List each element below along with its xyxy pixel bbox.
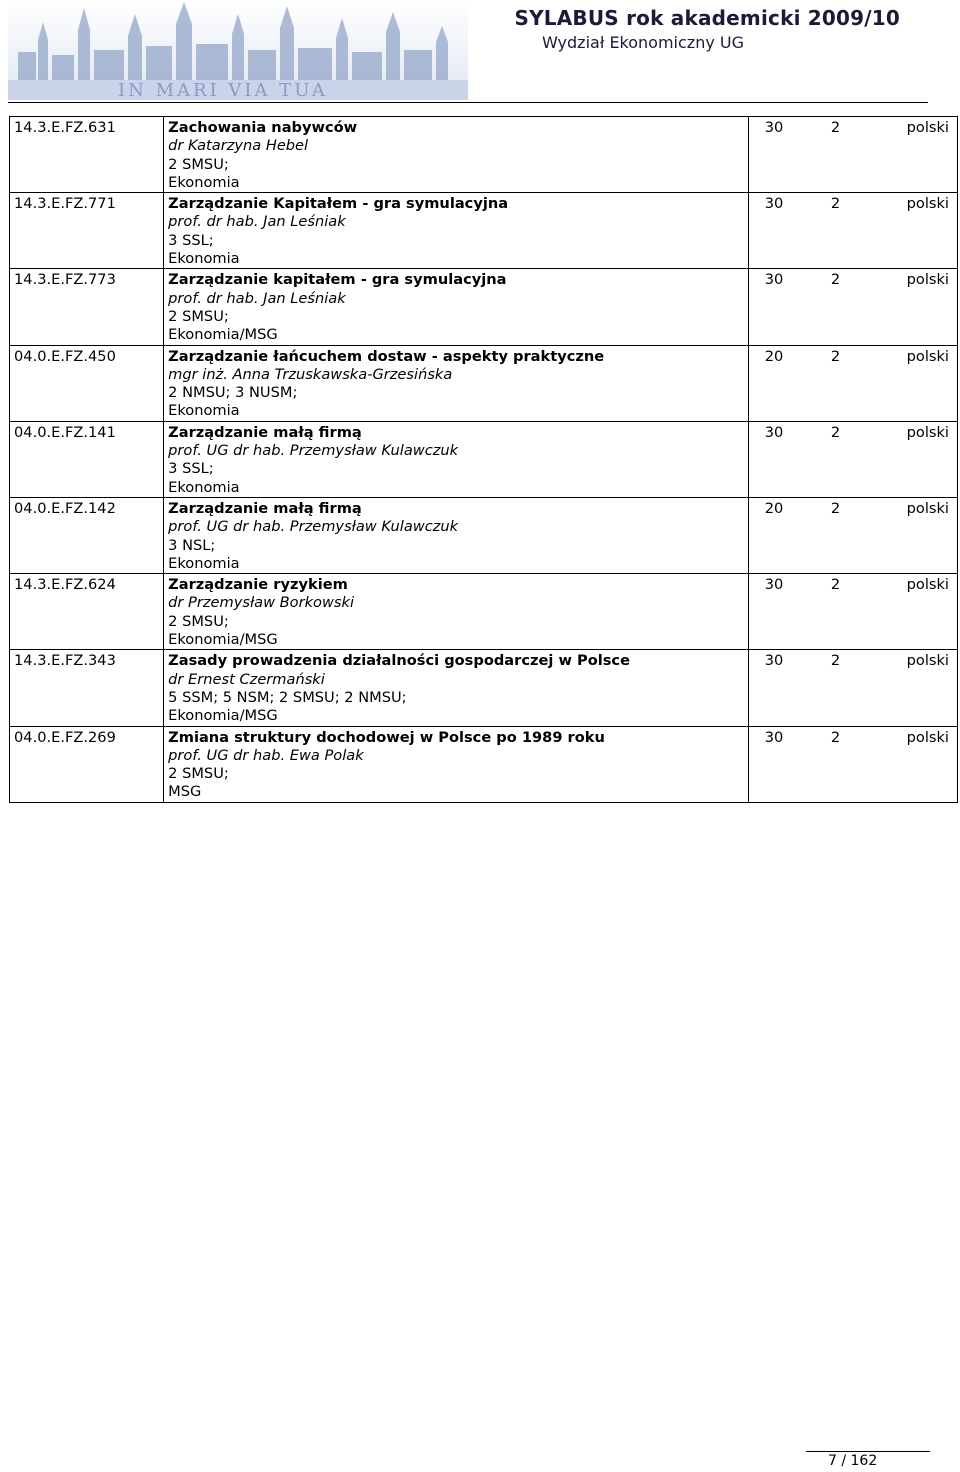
course-ects: 2 <box>830 728 841 746</box>
course-study-mode: 3 SSL; <box>168 460 214 478</box>
course-row <box>10 345 958 421</box>
course-field: Ekonomia <box>168 478 240 496</box>
course-lecturer: mgr inż. Anna Trzuskawska-Grzesińska <box>168 365 453 383</box>
course-hours: 30 <box>764 576 784 594</box>
course-study-mode: 2 SMSU; <box>168 612 229 630</box>
course-study-mode: 2 SMSU; <box>168 155 229 173</box>
course-ects: 2 <box>830 347 841 365</box>
document-title: SYLABUS rok akademicki 2009/10 <box>514 6 900 30</box>
course-details <box>164 269 749 345</box>
course-row <box>10 650 958 726</box>
course-field: Ekonomia/MSG <box>168 326 278 344</box>
course-details <box>164 117 749 193</box>
course-language: polski <box>906 195 949 213</box>
course-meta <box>748 650 957 726</box>
course-hours: 30 <box>764 271 784 289</box>
course-details <box>164 345 749 421</box>
course-lecturer: dr Przemysław Borkowski <box>168 594 355 612</box>
course-code: 04.0.E.FZ.269 <box>10 726 164 802</box>
course-hours: 30 <box>764 195 784 213</box>
course-row <box>10 497 958 573</box>
course-field: MSG <box>168 783 202 801</box>
course-language: polski <box>906 423 949 441</box>
city-skyline-banner <box>8 0 468 100</box>
course-hours: 20 <box>764 499 784 517</box>
course-language: polski <box>906 576 949 594</box>
course-hours: 20 <box>764 347 784 365</box>
course-row <box>10 421 958 497</box>
course-ects: 2 <box>830 195 841 213</box>
course-ects: 2 <box>830 576 841 594</box>
course-title: Zarządzanie małą firmą <box>168 499 362 517</box>
course-code: 14.3.E.FZ.343 <box>10 650 164 726</box>
course-language: polski <box>906 119 949 136</box>
course-meta <box>748 421 957 497</box>
course-field: Ekonomia <box>168 402 240 420</box>
course-details <box>164 574 749 650</box>
course-row <box>10 726 958 802</box>
course-row <box>10 574 958 650</box>
course-study-mode: 2 SMSU; <box>168 765 229 783</box>
course-meta <box>748 269 957 345</box>
course-row <box>10 193 958 269</box>
course-row <box>10 117 958 193</box>
course-lecturer: prof. dr hab. Jan Leśniak <box>168 289 346 307</box>
course-details <box>164 497 749 573</box>
course-lecturer: prof. UG dr hab. Przemysław Kulawczuk <box>168 518 459 536</box>
course-study-mode: 3 NSL; <box>168 536 216 554</box>
course-details <box>164 650 749 726</box>
course-meta <box>748 726 957 802</box>
course-title: Zmiana struktury dochodowej w Polsce po 1989 roku <box>168 728 605 746</box>
course-hours: 30 <box>764 423 784 441</box>
course-title: Zarządzanie łańcuchem dostaw - aspekty praktyczne <box>168 347 605 365</box>
header-divider <box>8 102 928 103</box>
course-code: 14.3.E.FZ.771 <box>10 193 164 269</box>
course-hours: 30 <box>764 652 784 670</box>
course-details <box>164 421 749 497</box>
course-hours: 30 <box>764 119 784 136</box>
banner-motto: IN MARI VIA TUA <box>118 80 328 100</box>
course-lecturer: prof. dr hab. Jan Leśniak <box>168 213 346 231</box>
course-field: Ekonomia/MSG <box>168 707 278 725</box>
course-ects: 2 <box>830 423 841 441</box>
course-title: Zarządzanie małą firmą <box>168 423 362 441</box>
course-title: Zasady prowadzenia działalności gospodarczej w Polsce <box>168 652 630 670</box>
course-language: polski <box>906 728 949 746</box>
course-details <box>164 726 749 802</box>
course-code: 04.0.E.FZ.450 <box>10 345 164 421</box>
course-study-mode: 3 SSL; <box>168 231 214 249</box>
course-language: polski <box>906 499 949 517</box>
course-field: Ekonomia <box>168 250 240 268</box>
course-meta <box>748 193 957 269</box>
footer-divider <box>806 1451 930 1452</box>
course-ects: 2 <box>830 652 841 670</box>
course-hours: 30 <box>764 728 784 746</box>
course-title: Zachowania nabywców <box>168 119 358 136</box>
course-lecturer: dr Katarzyna Hebel <box>168 137 309 155</box>
course-details <box>164 193 749 269</box>
course-meta <box>748 497 957 573</box>
course-study-mode: 2 NMSU; 3 NUSM; <box>168 384 298 402</box>
course-meta <box>748 117 957 193</box>
course-meta <box>748 574 957 650</box>
page-number: 7 / 162 <box>828 1453 878 1469</box>
course-ects: 2 <box>830 119 841 136</box>
course-language: polski <box>906 652 949 670</box>
course-lecturer: prof. UG dr hab. Ewa Polak <box>168 746 364 764</box>
course-study-mode: 2 SMSU; <box>168 307 229 325</box>
course-language: polski <box>906 271 949 289</box>
course-code: 14.3.E.FZ.773 <box>10 269 164 345</box>
course-title: Zarządzanie kapitałem - gra symulacyjna <box>168 271 507 289</box>
course-study-mode: 5 SSM; 5 NSM; 2 SMSU; 2 NMSU; <box>168 688 407 706</box>
course-code: 14.3.E.FZ.624 <box>10 574 164 650</box>
course-code: 14.3.E.FZ.631 <box>10 117 164 193</box>
faculty-subtitle: Wydział Ekonomiczny UG <box>542 33 744 52</box>
course-lecturer: dr Ernest Czermański <box>168 670 325 688</box>
course-code: 04.0.E.FZ.141 <box>10 421 164 497</box>
course-field: Ekonomia <box>168 554 240 572</box>
course-meta <box>748 345 957 421</box>
course-row <box>10 269 958 345</box>
course-field: Ekonomia/MSG <box>168 631 278 649</box>
course-ects: 2 <box>830 499 841 517</box>
course-table <box>9 116 958 803</box>
course-title: Zarządzanie Kapitałem - gra symulacyjna <box>168 195 509 213</box>
course-field: Ekonomia <box>168 173 240 191</box>
course-language: polski <box>906 347 949 365</box>
course-lecturer: prof. UG dr hab. Przemysław Kulawczuk <box>168 442 459 460</box>
course-title: Zarządzanie ryzykiem <box>168 576 348 594</box>
course-table-body <box>10 117 958 803</box>
course-code: 04.0.E.FZ.142 <box>10 497 164 573</box>
course-ects: 2 <box>830 271 841 289</box>
page-header <box>0 0 960 104</box>
